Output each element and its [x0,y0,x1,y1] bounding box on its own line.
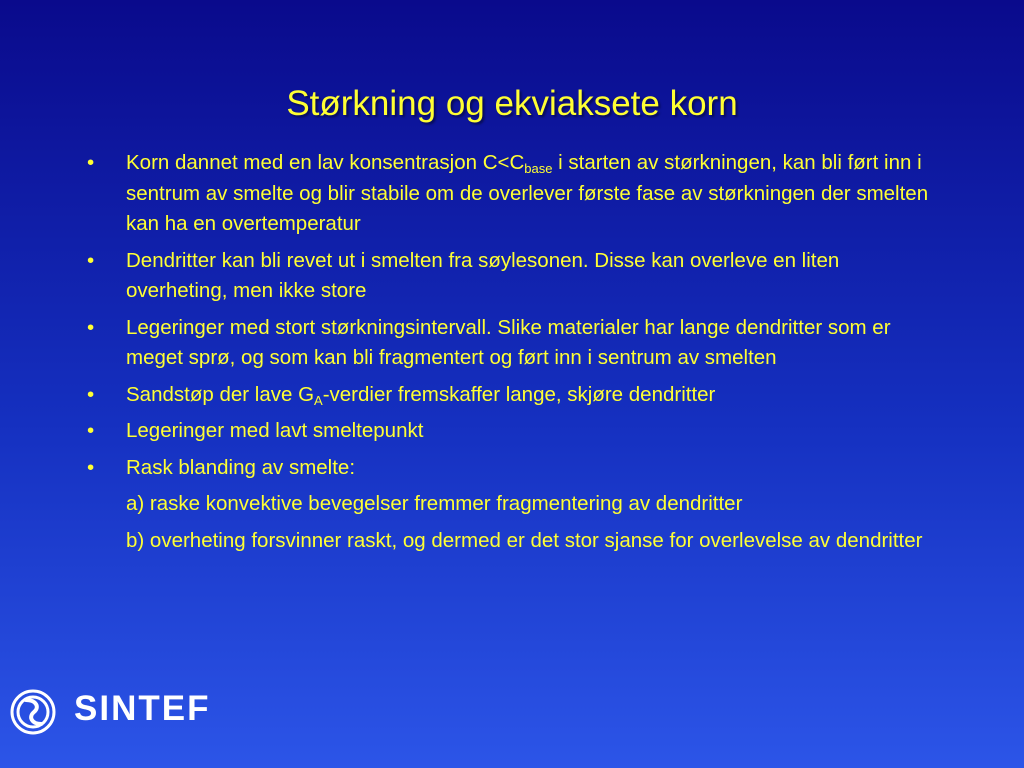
bullet-item [84,313,944,374]
bullet-text: Dendritter kan bli revet ut i smelten fra søylesonen. Disse kan overleve en liten overheting, men ikke store [126,248,840,302]
slide-title: Størkning og ekviaksete korn [286,84,738,123]
sub-item [84,489,944,520]
bullet-text: Rask blanding av smelte: [126,455,356,479]
sintef-emblem-icon [8,687,64,737]
subscript: base [524,161,553,176]
bullet-marker: • [87,315,95,339]
bullet-text: Korn dannet med en lav konsentrasjon C<C [126,151,525,174]
bullet-item [84,246,944,307]
subscript: A [314,392,323,408]
bullet-item [84,416,944,447]
sub-item-text: a) raske konvektive bevegelser fremmer fragmentering av dendritter [126,492,743,515]
logo-text: SINTEF [74,689,211,728]
bullet-text: Legeringer med lavt smeltepunkt [126,419,424,442]
sub-item-text: b) overheting forsvinner raskt, og dermed er det stor sjanse for overlevelse av dendritter [126,528,923,552]
bullet-item [84,380,944,411]
bullet-text: -verdier fremskaffer lange, skjøre dendritter [322,382,716,406]
bullet-item [84,453,944,484]
bullet-marker: • [87,151,95,174]
bullet-text: Sandstøp der lave G [126,382,315,406]
bullet-marker: • [87,382,95,406]
bullet-text: i starten av størkningen, kan bli ført inn i sentrum av smelte og blir stabile om de overlever første fase av størkningen der smelten kan ha en overtemperatur [126,151,929,235]
bullet-list [84,148,944,562]
bullet-marker: • [87,248,95,272]
bullet-text: Legeringer med stort størkningsintervall. Slike materialer har lange dendritter som er meget sprø, og som kan bli fragmentert og ført inn i sentrum av smelten [126,315,891,369]
sub-item [84,526,944,557]
bullet-marker: • [87,455,95,479]
bullet-marker: • [87,419,95,442]
sintef-logo [8,687,248,737]
bullet-item [84,148,944,240]
